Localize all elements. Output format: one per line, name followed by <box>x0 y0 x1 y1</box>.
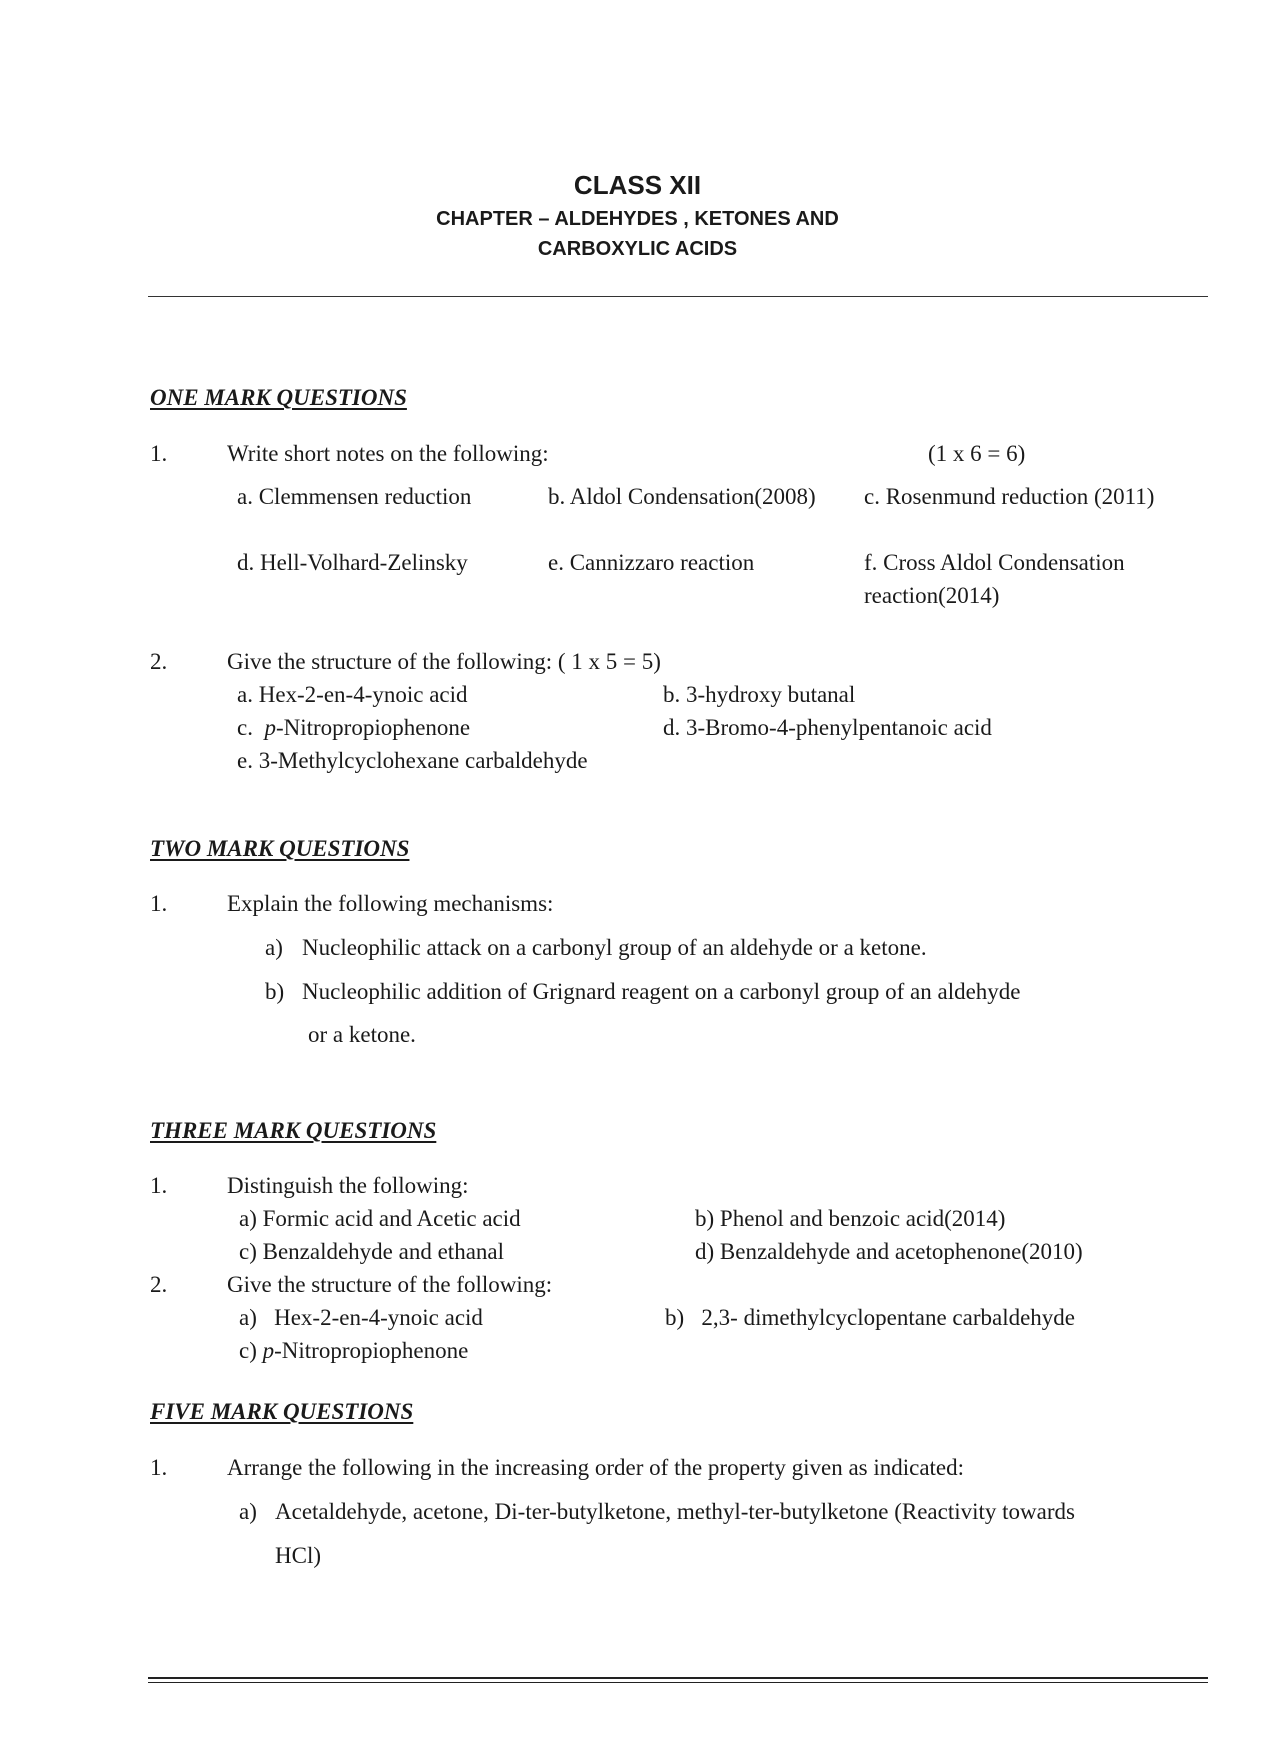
list-item: a. Clemmensen reduction <box>237 484 472 509</box>
list-marker: a) <box>265 935 283 960</box>
list-item: d. 3-Bromo-4-phenylpentanoic acid <box>663 715 992 740</box>
header-divider <box>148 296 1208 297</box>
question-text: Write short notes on the following: <box>227 441 549 466</box>
list-marker: b) <box>265 979 285 1004</box>
chapter-title-line1: CHAPTER – ALDEHYDES , KETONES AND <box>436 208 839 230</box>
footer-divider <box>148 1682 1208 1683</box>
question-text: Give the structure of the following: ( 1 x 5 = 5) <box>227 649 661 674</box>
question-text: Give the structure of the following: <box>227 1272 553 1297</box>
list-item: d) Benzaldehyde and acetophenone(2010) <box>695 1239 1083 1264</box>
list-item: c) p-Nitropropiophenone <box>239 1338 469 1363</box>
question-number: 1. <box>150 1455 168 1480</box>
question-number: 2. <box>150 649 168 674</box>
question-number: 2. <box>150 1272 168 1297</box>
list-item: Acetaldehyde, acetone, Di-ter-butylketone, methyl-ter-butylketone (Reactivity towards <box>275 1499 1075 1524</box>
marks-label: (1 x 6 = 6) <box>928 441 1026 466</box>
list-item: a) Hex-2-en-4-ynoic acid <box>239 1305 483 1330</box>
list-item: d. Hell-Volhard-Zelinsky <box>237 550 468 575</box>
footer-divider <box>148 1677 1208 1679</box>
list-item: Nucleophilic addition of Grignard reagent on a carbonyl group of an aldehyde <box>302 979 1021 1004</box>
list-marker: a) <box>239 1499 257 1524</box>
question-text: Distinguish the following: <box>227 1173 469 1198</box>
list-item: c) Benzaldehyde and ethanal <box>239 1239 505 1264</box>
list-item: a. Hex-2-en-4-ynoic acid <box>237 682 468 707</box>
one-mark-heading: ONE MARK QUESTIONS <box>150 385 407 410</box>
question-number: 1. <box>150 891 168 916</box>
list-item: b) Phenol and benzoic acid(2014) <box>695 1206 1006 1231</box>
class-title: CLASS XII <box>573 170 702 200</box>
list-item: c. Rosenmund reduction (2011) <box>864 484 1155 509</box>
list-item-continuation: or a ketone. <box>308 1022 416 1047</box>
list-item: a) Formic acid and Acetic acid <box>239 1206 521 1231</box>
question-text: Explain the following mechanisms: <box>227 891 554 916</box>
list-item: b. Aldol Condensation(2008) <box>548 484 816 509</box>
list-item-continuation: reaction(2014) <box>864 583 1000 608</box>
list-item: e. Cannizzaro reaction <box>548 550 755 575</box>
list-item: Nucleophilic attack on a carbonyl group of an aldehyde or a ketone. <box>302 935 927 960</box>
list-item: f. Cross Aldol Condensation <box>864 550 1125 575</box>
list-item: b. 3-hydroxy butanal <box>663 682 856 707</box>
question-number: 1. <box>150 441 168 466</box>
five-mark-heading: FIVE MARK QUESTIONS <box>150 1399 414 1424</box>
list-item: e. 3-Methylcyclohexane carbaldehyde <box>237 748 588 773</box>
question-number: 1. <box>150 1173 168 1198</box>
two-mark-heading: TWO MARK QUESTIONS <box>150 836 410 861</box>
question-text: Arrange the following in the increasing order of the property given as indicated: <box>227 1455 965 1480</box>
list-item: b) 2,3- dimethylcyclopentane carbaldehyde <box>665 1305 1076 1330</box>
list-item: c. p-Nitropropiophenone <box>237 715 471 740</box>
three-mark-heading: THREE MARK QUESTIONS <box>150 1118 437 1143</box>
list-item-continuation: HCl) <box>275 1543 321 1568</box>
chapter-title-line2: CARBOXYLIC ACIDS <box>537 238 738 260</box>
